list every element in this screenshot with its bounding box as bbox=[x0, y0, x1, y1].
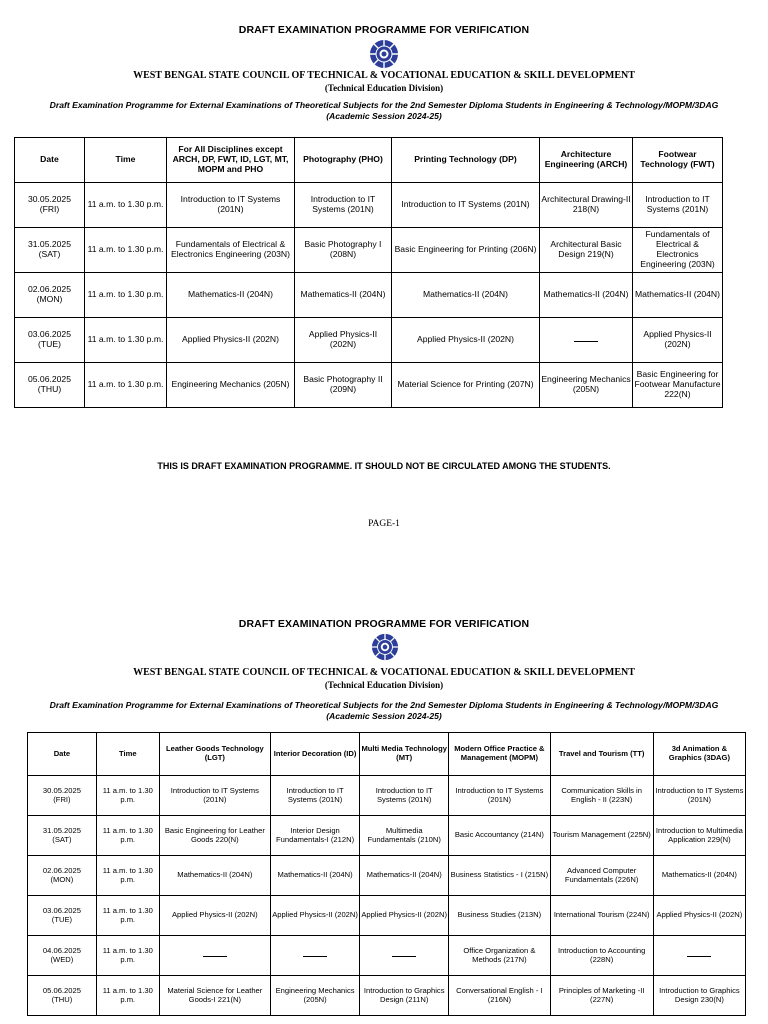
subject-cell: Mathematics-II (204N) bbox=[295, 273, 392, 318]
subject-cell: Mathematics-II (204N) bbox=[167, 273, 295, 318]
council-name: WEST BENGAL STATE COUNCIL OF TECHNICAL & VOCATIONAL EDUCATION & SKILL DEVELOPMENT bbox=[133, 70, 635, 81]
subject-cell: Introduction to Multimedia Application 229(N) bbox=[653, 816, 745, 856]
table-row bbox=[28, 776, 746, 816]
date-cell: 02.06.2025 (MON) bbox=[15, 273, 85, 318]
table-row bbox=[15, 183, 723, 228]
subject-cell: Material Science for Leather Goods-I 221(N) bbox=[159, 976, 270, 1016]
dash-line bbox=[203, 956, 227, 957]
subject-cell: Mathematics-II (204N) bbox=[633, 273, 723, 318]
time-cell: 11 a.m. to 1.30 p.m. bbox=[85, 183, 167, 228]
subject-cell: Introduction to IT Systems (201N) bbox=[653, 776, 745, 816]
date-cell: 05.06.2025 (THU) bbox=[28, 976, 97, 1016]
subject-cell: Basic Engineering for Printing (206N) bbox=[392, 228, 540, 273]
table-row bbox=[15, 228, 723, 273]
subject-cell: Applied Physics-II (202N) bbox=[360, 896, 449, 936]
table-row bbox=[28, 936, 746, 976]
empty-subject-dash bbox=[360, 936, 449, 976]
table-row bbox=[28, 976, 746, 1016]
subject-cell: Applied Physics-II (202N) bbox=[295, 318, 392, 363]
council-name: WEST BENGAL STATE COUNCIL OF TECHNICAL & VOCATIONAL EDUCATION & SKILL DEVELOPMENT bbox=[133, 667, 635, 678]
time-cell: 11 a.m. to 1.30 p.m. bbox=[85, 228, 167, 273]
time-cell: 11 a.m. to 1.30 p.m. bbox=[96, 976, 159, 1016]
subject-cell: Introduction to IT Systems (201N) bbox=[271, 776, 360, 816]
subject-cell: Applied Physics-II (202N) bbox=[653, 896, 745, 936]
dash-line bbox=[574, 341, 598, 342]
exam-schedule-table-2 bbox=[27, 732, 746, 1016]
subject-cell: Engineering Mechanics (205N) bbox=[540, 363, 633, 408]
header-office-practice: Modern Office Practice & Management (MOPM) bbox=[449, 733, 550, 776]
subject-cell: Business Statistics - I (215N) bbox=[449, 856, 550, 896]
empty-subject-dash bbox=[159, 936, 270, 976]
subject-cell: Mathematics-II (204N) bbox=[159, 856, 270, 896]
subject-cell: Applied Physics-II (202N) bbox=[167, 318, 295, 363]
subject-cell: Introduction to IT Systems (201N) bbox=[295, 183, 392, 228]
date-cell: 02.06.2025 (MON) bbox=[28, 856, 97, 896]
table-row bbox=[28, 856, 746, 896]
subject-cell: Advanced Computer Fundamentals (226N) bbox=[550, 856, 653, 896]
header-date: Date bbox=[15, 138, 85, 183]
subject-cell: Conversational English - I (216N) bbox=[449, 976, 550, 1016]
page-2 bbox=[0, 596, 768, 1024]
empty-subject-dash bbox=[540, 318, 633, 363]
subject-cell: Basic Accountancy (214N) bbox=[449, 816, 550, 856]
header-time: Time bbox=[96, 733, 159, 776]
date-cell: 04.06.2025 (WED) bbox=[28, 936, 97, 976]
subject-cell: Mathematics-II (204N) bbox=[392, 273, 540, 318]
council-emblem-icon bbox=[371, 633, 399, 661]
subject-cell: Architectural Basic Design 219(N) bbox=[540, 228, 633, 273]
subject-cell: Basic Photography I (208N) bbox=[295, 228, 392, 273]
date-cell: 31.05.2025 (SAT) bbox=[28, 816, 97, 856]
subject-cell: Mathematics-II (204N) bbox=[540, 273, 633, 318]
subject-cell: Introduction to Graphics Design (211N) bbox=[360, 976, 449, 1016]
dash-line bbox=[392, 956, 416, 957]
subject-cell: Engineering Mechanics (205N) bbox=[271, 976, 360, 1016]
table-row bbox=[15, 363, 723, 408]
division-name: (Technical Education Division) bbox=[324, 83, 444, 93]
date-cell: 30.05.2025 (FRI) bbox=[28, 776, 97, 816]
subject-cell: Introduction to Accounting (228N) bbox=[550, 936, 653, 976]
header-travel-tourism: Travel and Tourism (TT) bbox=[550, 733, 653, 776]
council-emblem-icon bbox=[369, 39, 399, 69]
date-cell: 03.06.2025 (TUE) bbox=[15, 318, 85, 363]
header-all-disciplines: For All Disciplines except ARCH, DP, FWT, ID, LGT, MT, MOPM and PHO bbox=[167, 138, 295, 183]
header-multimedia: Multi Media Technology (MT) bbox=[360, 733, 449, 776]
header-printing: Printing Technology (DP) bbox=[392, 138, 540, 183]
table-header-row bbox=[15, 138, 723, 183]
subject-cell: Office Organization & Methods (217N) bbox=[449, 936, 550, 976]
table-row bbox=[28, 816, 746, 856]
dash-line bbox=[303, 956, 327, 957]
page-title: DRAFT EXAMINATION PROGRAMME FOR VERIFICATION bbox=[238, 24, 530, 36]
subject-cell: Introduction to IT Systems (201N) bbox=[392, 183, 540, 228]
page-number: PAGE-1 bbox=[368, 519, 400, 529]
date-cell: 05.06.2025 (THU) bbox=[15, 363, 85, 408]
header-3d-animation: 3d Animation & Graphics (3DAG) bbox=[653, 733, 745, 776]
header-date: Date bbox=[28, 733, 97, 776]
subject-cell: Principles of Marketing -II (227N) bbox=[550, 976, 653, 1016]
subject-cell: Basic Engineering for Leather Goods 220(N) bbox=[159, 816, 270, 856]
empty-subject-dash bbox=[653, 936, 745, 976]
time-cell: 11 a.m. to 1.30 p.m. bbox=[96, 776, 159, 816]
date-cell: 03.06.2025 (TUE) bbox=[28, 896, 97, 936]
page-title: DRAFT EXAMINATION PROGRAMME FOR VERIFICATION bbox=[238, 618, 530, 630]
table-row bbox=[15, 273, 723, 318]
subject-cell: Applied Physics-II (202N) bbox=[271, 896, 360, 936]
subject-cell: International Tourism (224N) bbox=[550, 896, 653, 936]
subject-cell: Introduction to Graphics Design 230(N) bbox=[653, 976, 745, 1016]
exam-schedule-table-1 bbox=[14, 137, 723, 408]
subject-cell: Business Studies (213N) bbox=[449, 896, 550, 936]
subject-cell: Introduction to IT Systems (201N) bbox=[167, 183, 295, 228]
header-photography: Photography (PHO) bbox=[295, 138, 392, 183]
header-time: Time bbox=[85, 138, 167, 183]
header-footwear: Footwear Technology (FWT) bbox=[633, 138, 723, 183]
time-cell: 11 a.m. to 1.30 p.m. bbox=[85, 363, 167, 408]
subject-cell: Introduction to IT Systems (201N) bbox=[633, 183, 723, 228]
time-cell: 11 a.m. to 1.30 p.m. bbox=[96, 856, 159, 896]
subject-cell: Basic Engineering for Footwear Manufacture 222(N) bbox=[633, 363, 723, 408]
header-architecture: Architecture Engineering (ARCH) bbox=[540, 138, 633, 183]
time-cell: 11 a.m. to 1.30 p.m. bbox=[85, 318, 167, 363]
subject-cell: Mathematics-II (204N) bbox=[360, 856, 449, 896]
subject-cell: Applied Physics-II (202N) bbox=[392, 318, 540, 363]
time-cell: 11 a.m. to 1.30 p.m. bbox=[96, 816, 159, 856]
table-row bbox=[15, 318, 723, 363]
header-leather-goods: Leather Goods Technology (LGT) bbox=[159, 733, 270, 776]
subject-cell: Engineering Mechanics (205N) bbox=[167, 363, 295, 408]
subject-cell: Interior Design Fundamentals-I (212N) bbox=[271, 816, 360, 856]
table-header-row bbox=[28, 733, 746, 776]
programme-subtitle: Draft Examination Programme for External Examinations of Theoretical Subjects for the 2nd Semester Diploma Students in Engineering & Technology/MOPM/3DAG (Academic Session 2024-25) bbox=[49, 100, 719, 121]
subject-cell: Basic Photography II (209N) bbox=[295, 363, 392, 408]
subject-cell: Material Science for Printing (207N) bbox=[392, 363, 540, 408]
header-interior-decoration: Interior Decoration (ID) bbox=[271, 733, 360, 776]
subject-cell: Fundamentals of Electrical & Electronics Engineering (203N) bbox=[633, 228, 723, 273]
date-cell: 31.05.2025 (SAT) bbox=[15, 228, 85, 273]
subject-cell: Introduction to IT Systems (201N) bbox=[360, 776, 449, 816]
subject-cell: Introduction to IT Systems (201N) bbox=[159, 776, 270, 816]
table-row bbox=[28, 896, 746, 936]
time-cell: 11 a.m. to 1.30 p.m. bbox=[96, 936, 159, 976]
dash-line bbox=[687, 956, 711, 957]
draft-notice: THIS IS DRAFT EXAMINATION PROGRAMME. IT SHOULD NOT BE CIRCULATED AMONG THE STUDENTS. bbox=[157, 461, 611, 471]
subject-cell: Applied Physics-II (202N) bbox=[159, 896, 270, 936]
subject-cell: Tourism Management (225N) bbox=[550, 816, 653, 856]
subject-cell: Communication Skills in English - II (223N) bbox=[550, 776, 653, 816]
programme-subtitle: Draft Examination Programme for External Examinations of Theoretical Subjects for the 2nd Semester Diploma Students in Engineering & Technology/MOPM/3DAG (Academic Session 2024-25) bbox=[49, 700, 719, 721]
division-name: (Technical Education Division) bbox=[324, 680, 444, 690]
subject-cell: Mathematics-II (204N) bbox=[271, 856, 360, 896]
time-cell: 11 a.m. to 1.30 p.m. bbox=[85, 273, 167, 318]
subject-cell: Applied Physics-II (202N) bbox=[633, 318, 723, 363]
subject-cell: Mathematics-II (204N) bbox=[653, 856, 745, 896]
subject-cell: Introduction to IT Systems (201N) bbox=[449, 776, 550, 816]
date-cell: 30.05.2025 (FRI) bbox=[15, 183, 85, 228]
time-cell: 11 a.m. to 1.30 p.m. bbox=[96, 896, 159, 936]
subject-cell: Architectural Drawing-II 218(N) bbox=[540, 183, 633, 228]
empty-subject-dash bbox=[271, 936, 360, 976]
subject-cell: Multimedia Fundamentals (210N) bbox=[360, 816, 449, 856]
subject-cell: Fundamentals of Electrical & Electronics Engineering (203N) bbox=[167, 228, 295, 273]
